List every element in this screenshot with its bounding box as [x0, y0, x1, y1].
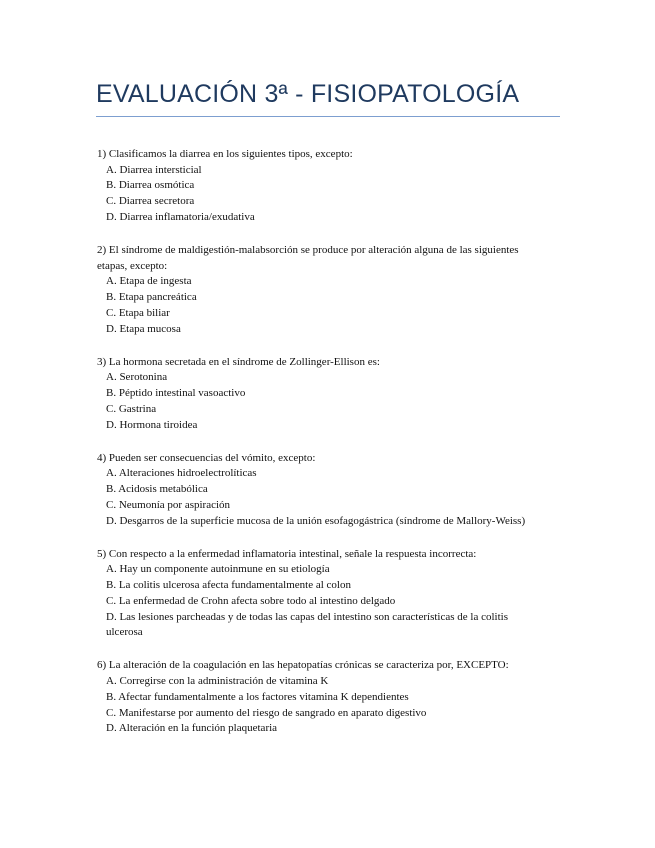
- question-2: [97, 243, 537, 337]
- option-d: D. Las lesiones parcheadas y de todas las capas del intestino son características de la colitis ulcerosa: [106, 610, 508, 639]
- option-c: C. Etapa biliar: [106, 306, 170, 319]
- option-a: A. Hay un componente autoinmune en su etiología: [106, 563, 330, 576]
- option-b: B. Etapa pancreática: [106, 291, 197, 304]
- question-list: [97, 147, 537, 755]
- option-a: A. Serotonina: [106, 371, 168, 384]
- question-1: [97, 147, 537, 226]
- option-d: D. Etapa mucosa: [106, 322, 181, 335]
- page-title: EVALUACIÓN 3ª - FISIOPATOLOGÍA: [96, 80, 520, 108]
- option-b: B. La colitis ulcerosa afecta fundamentalmente al colon: [106, 579, 351, 592]
- option-c: C. La enfermedad de Crohn afecta sobre todo al intestino delgado: [106, 594, 396, 607]
- option-c: C. Diarrea secretora: [106, 195, 195, 208]
- question-text: 4) Pueden ser consecuencias del vómito, excepto:: [97, 451, 316, 464]
- question-4: [97, 451, 537, 530]
- question-text: 1) Clasificamos la diarrea en los siguientes tipos, excepto:: [97, 148, 353, 160]
- option-a: A. Etapa de ingesta: [106, 275, 192, 288]
- option-c: C. Neumonía por aspiración: [106, 498, 231, 511]
- option-a: A. Corregirse con la administración de vitamina K: [106, 675, 329, 688]
- option-b: B. Acidosis metabólica: [106, 483, 208, 496]
- option-c: C. Gastrina: [106, 402, 157, 415]
- question-text: 2) El síndrome de maldigestión-malabsorción se produce por alteración alguna de las siguientes etapas, excepto:: [97, 244, 519, 272]
- question-text: 5) Con respecto a la enfermedad inflamatoria intestinal, señale la respuesta incorrecta:: [97, 547, 477, 560]
- option-b: B. Afectar fundamentalmente a los factores vitamina K dependientes: [106, 690, 409, 703]
- option-d: D. Diarrea inflamatoria/exudativa: [106, 210, 255, 223]
- title-underline: [96, 116, 560, 117]
- question-text: 6) La alteración de la coagulación en las hepatopatías crónicas se caracteriza por, EXCEPTO:: [97, 659, 509, 672]
- option-a: A. Diarrea intersticial: [106, 163, 202, 176]
- option-b: B. Péptido intestinal vasoactivo: [106, 387, 246, 400]
- question-text: 3) La hormona secretada en el síndrome de Zollinger-Ellison es:: [97, 355, 380, 368]
- option-d: D. Desgarros de la superficie mucosa de la unión esofagogástrica (síndrome de Mallory-Weiss): [106, 514, 526, 527]
- question-3: [97, 355, 537, 434]
- question-6: [97, 658, 537, 737]
- question-5: [97, 547, 537, 641]
- option-b: B. Diarrea osmótica: [106, 179, 195, 192]
- option-a: A. Alteraciones hidroelectrolíticas: [106, 467, 257, 480]
- option-d: D. Hormona tiroidea: [106, 418, 198, 431]
- option-c: C. Manifestarse por aumento del riesgo de sangrado en aparato digestivo: [106, 706, 427, 719]
- option-d: D. Alteración en la función plaquetaria: [106, 722, 278, 735]
